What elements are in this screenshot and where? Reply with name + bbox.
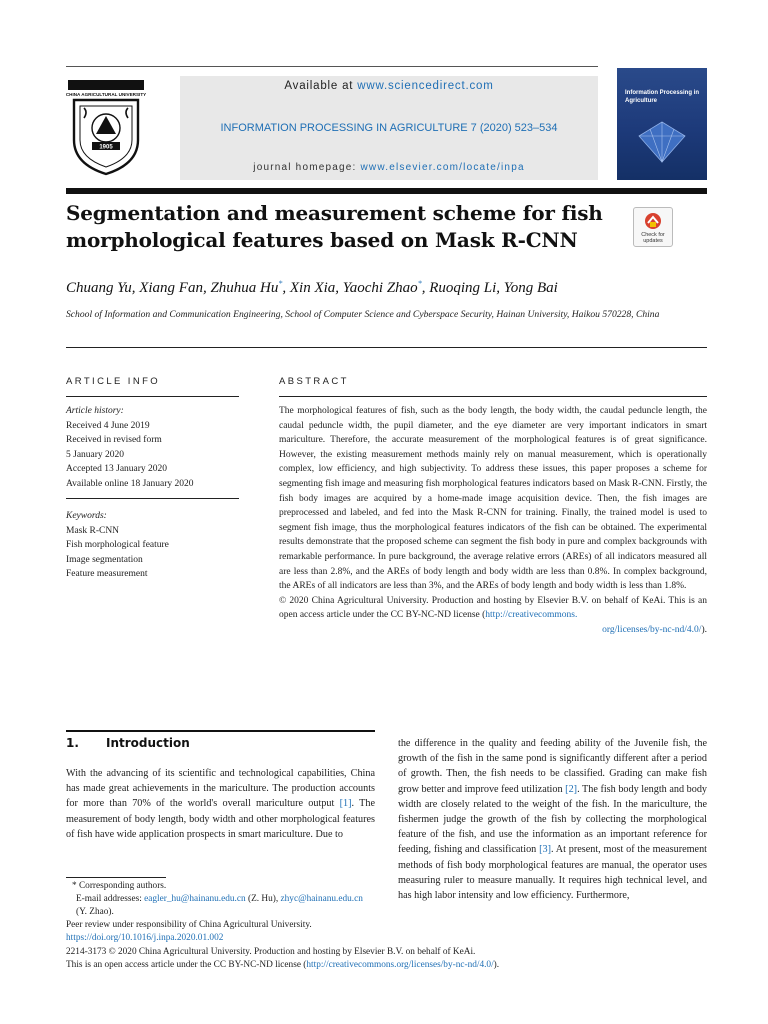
footnotes	[66, 880, 375, 945]
license-link[interactable]: http://creativecommons.org/licenses/by-nc-nd/4.0/	[306, 960, 494, 970]
corresponding-note: * Corresponding authors.	[72, 881, 167, 891]
header-top-rule	[66, 66, 598, 67]
history-item: Available online 18 January 2020	[66, 478, 194, 489]
svg-text:1905: 1905	[99, 144, 113, 151]
abstract-body	[279, 404, 707, 638]
homepage-label: journal homepage:	[253, 162, 361, 173]
citation-link[interactable]: [2]	[565, 783, 578, 795]
email-note	[66, 893, 375, 919]
keyword: Feature measurement	[66, 569, 148, 580]
email-owner: (Y. Zhao).	[76, 907, 114, 917]
keyword: Image segmentation	[66, 554, 143, 565]
affiliation: School of Information and Communication Engineering, School of Computer Science and Cyberspace Security, Hainan University, Haikou 570228, China	[66, 309, 660, 320]
authors-part-3: , Ruoqing Li, Yong Bai	[421, 280, 558, 296]
copyright-text: © 2020 China Agricultural University. Production and hosting by Elsevier B.V. on behalf of KeAi. This is an open access article under the CC BY-NC-ND license (	[279, 595, 707, 621]
history-item: Accepted 13 January 2020	[66, 464, 168, 475]
header-divider-bar	[66, 188, 707, 194]
intro-text: . The fish body length and body width are closely related to the weight of the fish. In the mariculture, the fishermen judge the growth of the fish by collecting the morphological feature of the fish, and use the information as an important reference for feeding, fishing and classification	[398, 783, 708, 856]
email-link-zhao[interactable]: zhyc@hainanu.edu.cn	[280, 894, 363, 904]
check-for-updates-label: Check for updates	[641, 232, 665, 244]
abstract-copyright	[279, 594, 707, 638]
citation-link[interactable]: [1]	[339, 798, 352, 810]
update-badge-icon	[644, 212, 662, 230]
license-suffix: ).	[493, 960, 500, 970]
journal-homepage	[180, 162, 598, 173]
available-at-label: Available at	[284, 80, 358, 92]
svg-text:CHINA AGRICULTURAL UNIVERSITY: CHINA AGRICULTURAL UNIVERSITY	[66, 92, 146, 97]
intro-text: . At present, most of the measurement methods of fish body morphological features are manual, the operator uses measuring ruler to measure manually. It requires high technical level, and has high labor intensity and low efficiency. Furthermore,	[398, 844, 707, 902]
intro-text: . The measurement of body length, body width and other morphological features of fish have wide application prospects in smart mariculture. Due to	[66, 798, 375, 840]
keyword: Fish morphological feature	[66, 540, 169, 551]
article-info-divider	[66, 498, 239, 499]
license-line	[66, 959, 706, 972]
abstract-heading: ABSTRACT	[279, 376, 349, 387]
history-item: Received 4 June 2019	[66, 420, 150, 431]
homepage-link[interactable]: www.elsevier.com/locate/inpa	[360, 162, 525, 173]
abstract-text: The morphological features of fish, such as the body length, the body width, the caudal peduncle length, the caudal peduncle width, the pupil diameter, and the eye diameter are very important indicators in smart mariculture. Therefore, the accurate measurement of the morphological features is of great significance. However, the existing measurement methods mainly rely on manual measurement, which is operationally complex, low efficiency, and high subjectivity. To address these issues, this paper proposes a scheme for segmenting fish image and measuring fish morphological features indicators based on Mask R-CNN. Firstly, the fish body images are acquired by a home-made image acquisition device. Then, the fish images are preprocessed and labeled, and fed into the Mask R-CNN for training. Finally, the trained model is used to segment fish image, thus the morphological features indicators of the fish can be obtained. The experimental results demonstrate that the proposed scheme can segment the fish body in pure and complex backgrounds with remarkable performance. In pure background, the average relative errors (AREs) of all indicators measured all are less than 2.8%, and the AREs of body length and body width are less than 0.8%. In complex background, the AREs of all indicators are less than 3%, and the AREs of body length and body width is less than 1.8%.	[279, 406, 707, 592]
email-owner: (Z. Hu),	[245, 894, 281, 904]
section-title: Introduction	[106, 736, 190, 750]
sciencedirect-link[interactable]: www.sciencedirect.com	[357, 80, 494, 92]
check-for-updates-button[interactable]	[633, 207, 673, 247]
corresponding-author-mark[interactable]: *	[417, 279, 422, 288]
abstract-rule	[279, 396, 707, 397]
corresponding-author-mark[interactable]: *	[278, 279, 283, 288]
keywords	[66, 509, 246, 582]
journal-cover-image[interactable]	[617, 68, 707, 180]
keywords-label: Keywords:	[66, 511, 107, 521]
article-history	[66, 404, 246, 492]
keyword: Mask R-CNN	[66, 525, 120, 536]
authors-part-2: , Xin Xia, Yaochi Zhao	[282, 280, 418, 296]
bottom-copyright	[66, 946, 706, 972]
journal-citation[interactable]: INFORMATION PROCESSING IN AGRICULTURE 7 (2020) 523–534	[220, 122, 558, 134]
intro-paragraph	[66, 766, 375, 842]
section-rule	[66, 347, 707, 348]
university-logo	[66, 78, 146, 176]
peer-review-note: Peer review under responsibility of China Agricultural University.	[66, 920, 312, 930]
license-link-cont[interactable]: org/licenses/by-nc-nd/4.0/	[602, 624, 702, 635]
history-item: 5 January 2020	[66, 449, 125, 460]
cover-graphic	[635, 118, 689, 166]
intro-paragraph-right	[398, 736, 707, 903]
license-link[interactable]: http://creativecommons.	[485, 610, 578, 621]
citation-link[interactable]: [3]	[539, 844, 551, 856]
doi-link[interactable]: https://doi.org/10.1016/j.inpa.2020.01.002	[66, 933, 224, 943]
history-label: Article history:	[66, 406, 124, 416]
intro-text: the difference in the quality and feeding ability of the Juvenile fish, the growth of the fish in the same pond is significantly different after a period of growth. Then, the fish needs to be classified. Grading can make fish grow better and improve feed utilization	[398, 738, 707, 795]
license-close: ).	[701, 624, 707, 635]
author-list	[66, 279, 706, 297]
email-label: E-mail addresses:	[76, 894, 145, 904]
journal-header-box	[180, 76, 598, 180]
cover-title: Information Processing in Agriculture	[625, 90, 700, 104]
footnote-rule	[66, 877, 166, 878]
intro-heading	[66, 736, 190, 750]
article-info-rule	[66, 396, 239, 397]
issn-line: 2214-3173 © 2020 China Agricultural University. Production and hosting by Elsevier B.V. on behalf of KeAi.	[66, 947, 476, 957]
email-link-hu[interactable]: eagler_hu@hainanu.edu.cn	[144, 894, 246, 904]
license-prefix: This is an open access article under the CC BY-NC-ND license (	[66, 960, 307, 970]
intro-rule	[66, 730, 375, 732]
section-number: 1.	[66, 736, 79, 750]
intro-text: With the advancing of its scientific and technological capabilities, China has made great achievements in the mariculture. The production accounts for more than 70% of the world's overall mariculture output	[66, 768, 375, 810]
authors-part-1: Chuang Yu, Xiang Fan, Zhuhua Hu	[66, 280, 279, 296]
article-info-heading: ARTICLE INFO	[66, 376, 161, 387]
history-item: Received in revised form	[66, 435, 162, 446]
available-at	[180, 80, 598, 92]
article-title: Segmentation and measurement scheme for fish morphological features based on Mask R-CNN	[66, 201, 603, 252]
